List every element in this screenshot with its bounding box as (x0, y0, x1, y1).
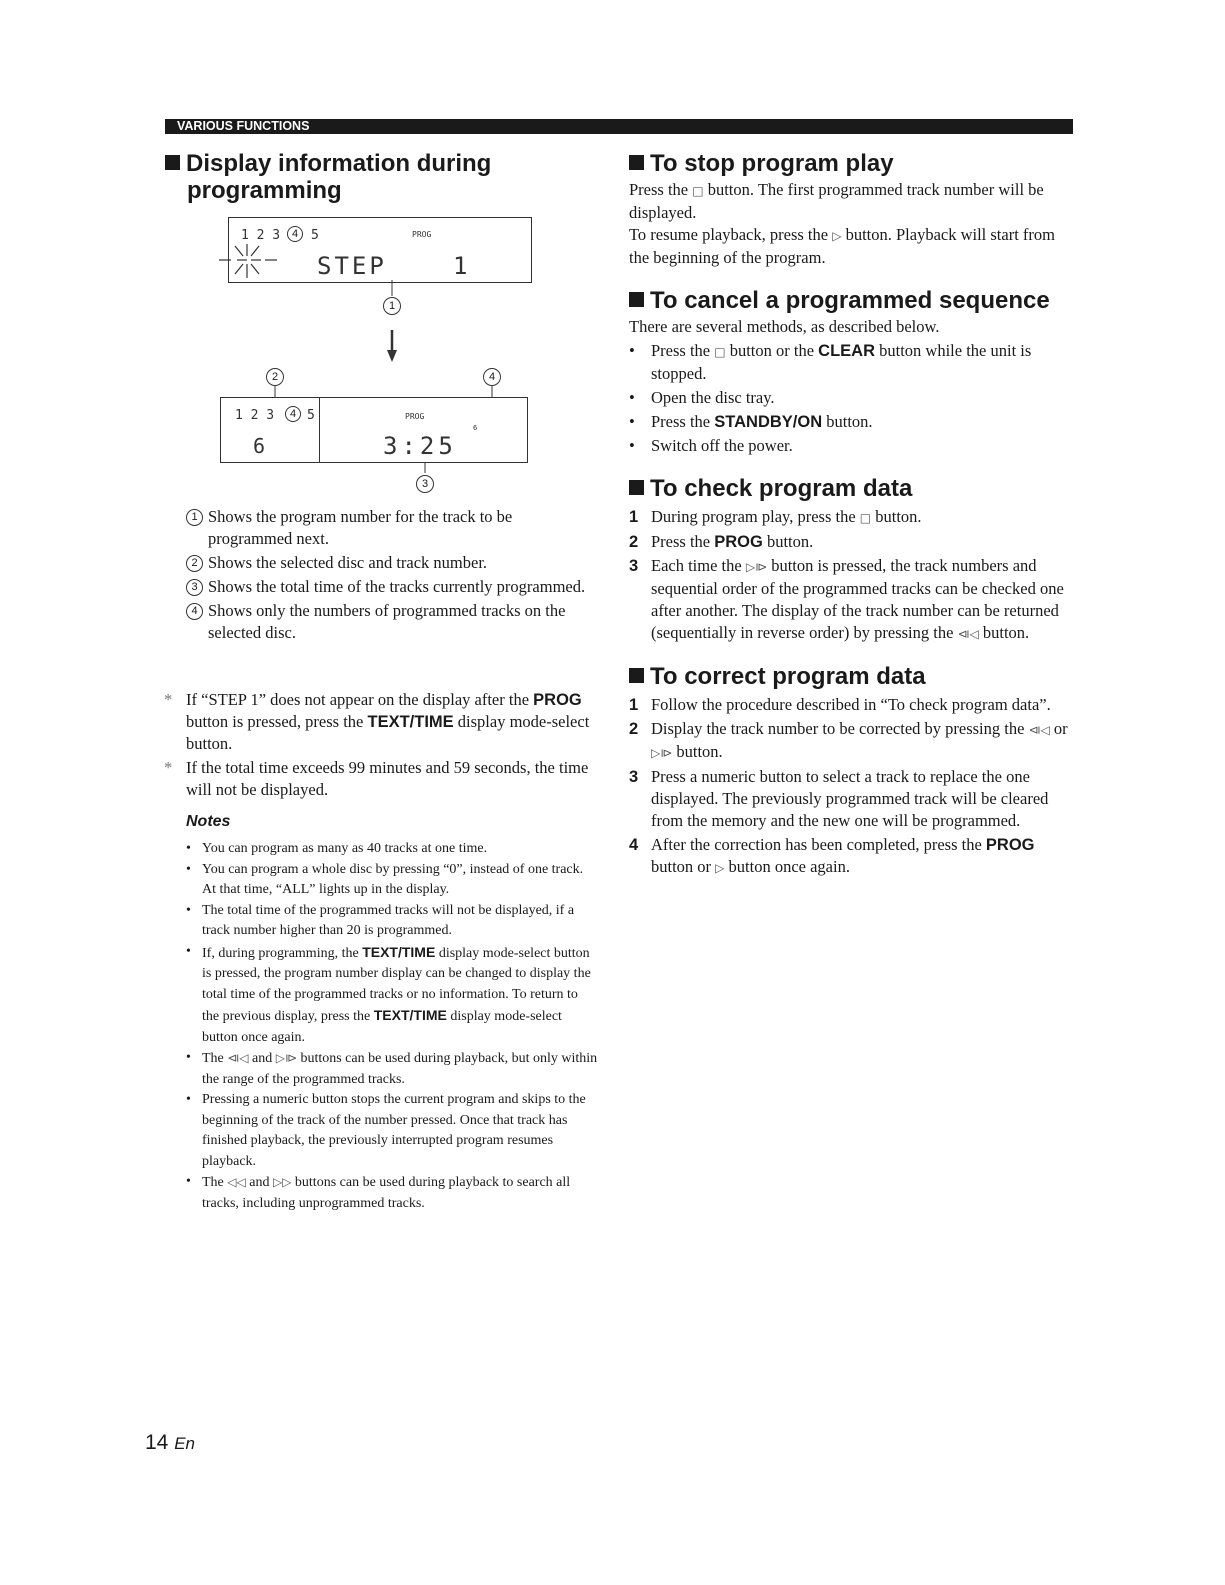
stop-icon: □ (692, 184, 704, 198)
stop-icon: □ (714, 345, 726, 359)
right-column (629, 150, 1069, 879)
section-header-bar (165, 119, 1073, 134)
check-program-steps: 1 During program play, press the □ button. 2 Press the PROG button. 3 Each time the ▷⧐ button is pressed, the track numbers and sequential order of the programmed tracks can be checked one after another. The display of the track number can be returned (sequentially in reverse order) by pressing the ⧏◁ button. (629, 507, 1064, 642)
heading-square-icon (629, 480, 644, 495)
note-item: • You can program a whole disc by pressing “0”, instead of one track. At that time, “ALL” lights up in the display. (184, 860, 598, 901)
lcd-display-step (228, 217, 532, 283)
page-number: 14 En (145, 1431, 195, 1454)
stop-program-heading: To stop program play (629, 150, 1069, 177)
lcd-prog-label: PROG (405, 412, 425, 421)
star-note-step: * If “STEP 1” does not appear on the display after the PROG button is pressed, press the TEXT/TIME display mode-select button. (164, 689, 594, 755)
section-header-label: VARIOUS FUNCTIONS (177, 119, 310, 133)
skip-back-icon: ⧏◁ (957, 627, 979, 641)
note-item: • The total time of the programmed tracks will not be displayed, if a track number higher than 20 is programmed. (184, 901, 598, 942)
cancel-sequence-heading: To cancel a programmed sequence (629, 287, 1069, 314)
stop-program-text: Press the □ button. The first programmed track number will be displayed. To resume playback, press the ▷ button. Playback will start from the beginning of the program. (629, 180, 1055, 267)
play-icon: ▷ (715, 861, 725, 875)
note-item: • The ⧏◁ and ▷⧐ buttons can be used during playback, but only within the range of the programmed tracks. (184, 1048, 598, 1090)
lcd-small-number: 6 (473, 424, 478, 432)
correct-program-heading: To correct program data (629, 663, 1069, 690)
callout-2: 2 (266, 368, 284, 386)
lcd-disc-segments (217, 240, 297, 282)
lcd-track-num-5: 5 (307, 408, 315, 423)
heading-square-icon (629, 155, 644, 170)
legend-item: 3 Shows the total time of the tracks currently programmed. (186, 576, 596, 598)
skip-forward-icon: ▷⧐ (275, 1051, 297, 1065)
lcd-circled-track: 4 (285, 406, 301, 422)
correct-program-steps: 1 Follow the procedure described in “To check program data”. 2 Display the track number to be corrected by pressing the ⧏◁ or ▷⧐ button. 3 Press a numeric button to select a track to replace the one displayed. The previously programmed track will be cleared from the memory and the new one will be programmed. 4 After the correction has been completed, press the PROG button or ▷ button once again. (629, 695, 1068, 876)
notes-list (184, 839, 598, 1214)
legend-item: 4 Shows only the numbers of programmed tracks on the selected disc. (186, 600, 596, 644)
lcd-total-time: 3:25 (383, 432, 457, 460)
lcd-track-num-5: 5 (311, 228, 319, 243)
play-icon: ▷ (832, 229, 842, 243)
lcd-track-nums: 1 2 3 (235, 408, 275, 423)
lcd-step-text: STEP (317, 252, 387, 280)
callout-1: 1 (383, 297, 401, 315)
cancel-sequence-text: There are several methods, as described below. • Press the □ button or the CLEAR button while the unit is stopped. • Open the disc tray. • Press the STANDBY/ON button. • Switch off the power. (629, 316, 1069, 457)
lcd-step-number: 1 (453, 252, 468, 280)
skip-forward-icon: ▷⧐ (745, 560, 768, 574)
legend-item: 1 Shows the program number for the track to be programmed next. (186, 506, 596, 550)
heading-square-icon (629, 668, 644, 683)
notes-heading: Notes (186, 813, 231, 830)
lcd-display-time (220, 397, 528, 463)
callout-3: 3 (416, 475, 434, 493)
lcd-circled-track: 4 (287, 226, 303, 242)
callout-4: 4 (483, 368, 501, 386)
note-item: • You can program as many as 40 tracks at one time. (184, 839, 598, 860)
star-note-time: * If the total time exceeds 99 minutes and 59 seconds, the time will not be displayed. (164, 757, 594, 801)
heading-square-icon (165, 155, 180, 170)
heading-square-icon (629, 292, 644, 307)
lcd-prog-label: PROG (412, 230, 432, 239)
note-item: • Pressing a numeric button stops the current program and skips to the beginning of the track of the number pressed. Once that track has finished playback, the previously interrupted program resumes playback. (184, 1090, 598, 1172)
note-item: • The ◁◁ and ▷▷ buttons can be used during playback to search all tracks, including unprogrammed tracks. (184, 1172, 598, 1214)
star-notes (164, 689, 594, 801)
display-info-heading: Display information during programming (165, 150, 491, 204)
lcd-track-nums: 1 2 3 (241, 228, 281, 243)
legend-item: 2 Shows the selected disc and track number. (186, 552, 596, 574)
rewind-icon: ◁◁ (227, 1175, 246, 1189)
check-program-heading: To check program data (629, 475, 1069, 502)
fast-forward-icon: ▷▷ (272, 1175, 292, 1189)
diagram-legend (186, 506, 596, 644)
skip-back-icon: ⧏◁ (1028, 723, 1050, 737)
note-item: • If, during programming, the TEXT/TIME display mode-select button is pressed, the program number display can be changed to display the total time of the programmed tracks or no information. To return to the previous display, press the TEXT/TIME display mode-select button once again. (184, 942, 598, 1049)
lcd-disc-number: 6 (253, 434, 266, 458)
skip-back-icon: ⧏◁ (227, 1051, 249, 1065)
stop-icon: □ (859, 511, 872, 525)
skip-forward-icon: ▷⧐ (651, 746, 673, 760)
